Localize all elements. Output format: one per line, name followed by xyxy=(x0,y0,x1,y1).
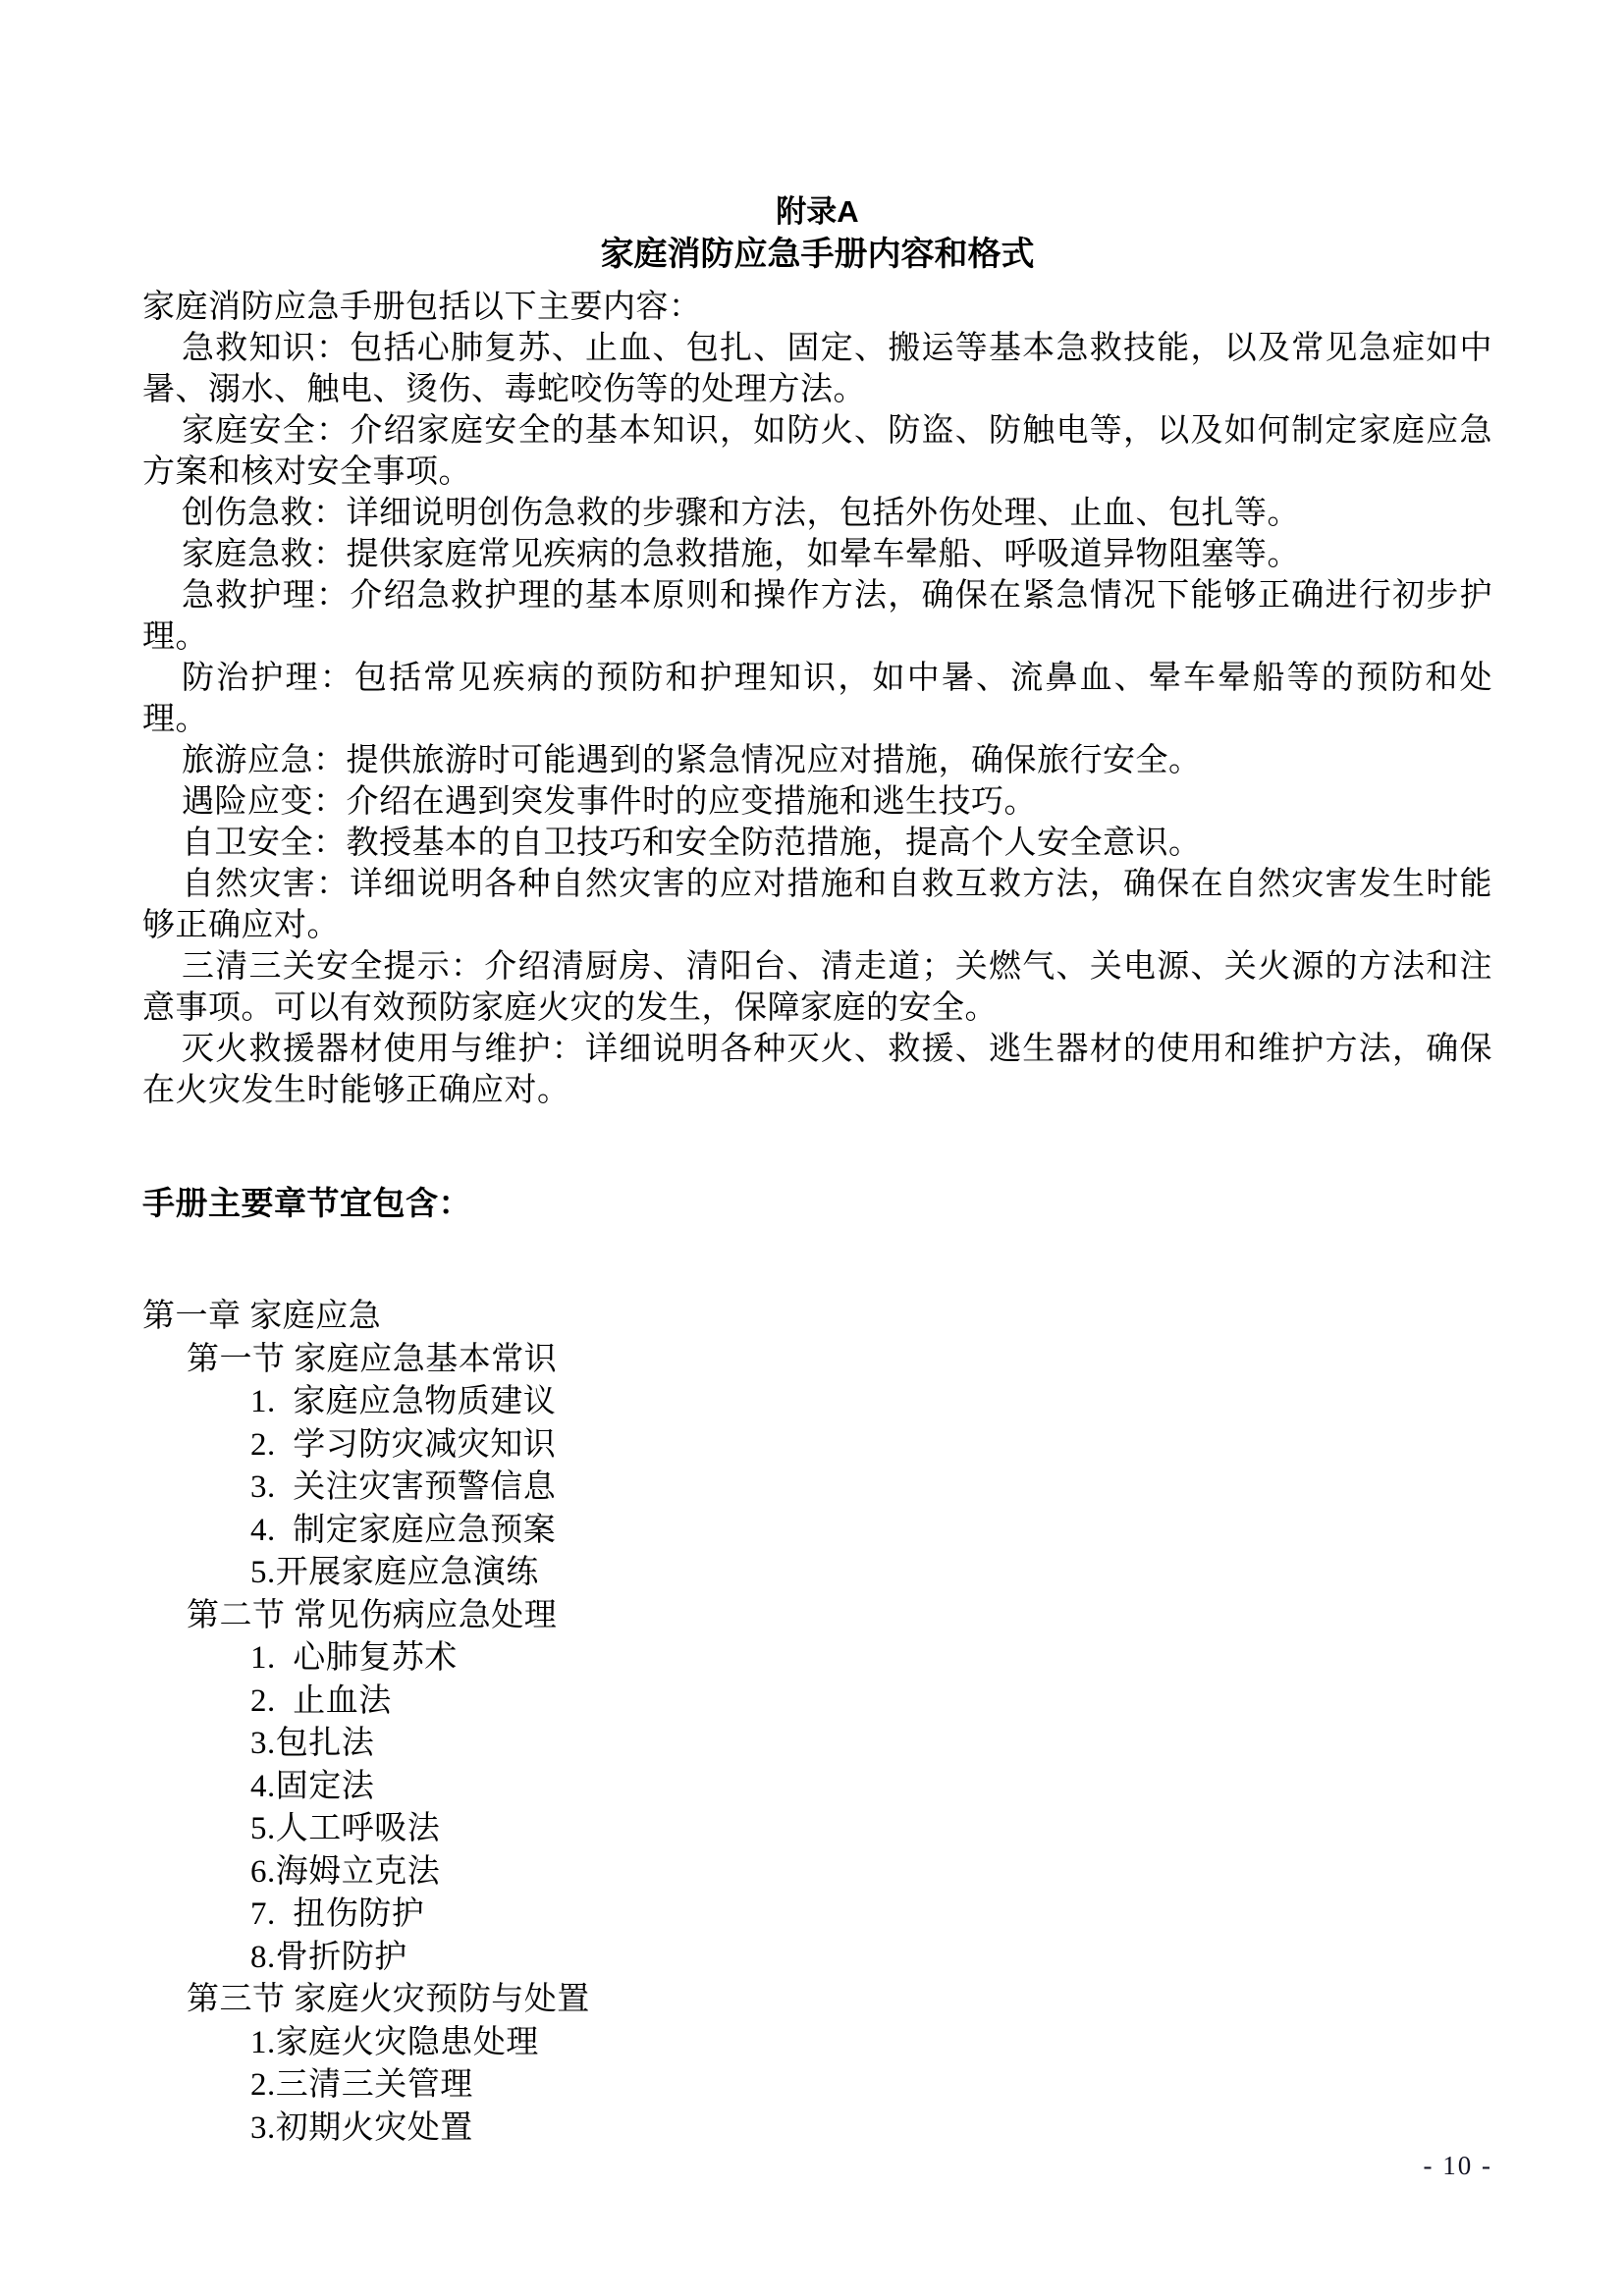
paragraph-equipment-use-maintenance: 灭火救援器材使用与维护：详细说明各种灭火、救援、逃生器材的使用和维护方法，确保在火灾发生时能够正确应对。 xyxy=(142,1032,1492,1108)
appendix-label: 附录A xyxy=(776,194,859,229)
paragraph-family-first-aid: 家庭急救：提供家庭常见疾病的急救措施，如晕车晕船、呼吸道异物阻塞等。 xyxy=(182,537,1300,572)
page-number: - 10 - xyxy=(1423,2151,1492,2180)
outline-item: 3.初期火灾处置 xyxy=(250,2109,473,2146)
document-title: 家庭消防应急手册内容和格式 xyxy=(600,236,1035,273)
paragraph-first-aid-knowledge: 急救知识：包括心肺复苏、止血、包扎、固定、搬运等基本急救技能，以及常见急症如中暑、溺水、触电、烫伤、毒蛇咬伤等的处理方法。 xyxy=(142,331,1492,407)
outline-item: 6.海姆立克法 xyxy=(250,1853,441,1890)
outline-item: 5.开展家庭应急演练 xyxy=(250,1555,539,1590)
outline-item: 1. 心肺复苏术 xyxy=(250,1640,458,1676)
paragraph-natural-disaster: 自然灾害：详细说明各种自然灾害的应对措施和自救互救方法，确保在自然灾害发生时能够正确应对。 xyxy=(142,867,1492,943)
paragraph-prevention-care: 防治护理：包括常见疾病的预防和护理知识，如中暑、流鼻血、晕车晕船等的预防和处理。 xyxy=(142,661,1492,737)
intro-paragraph: 家庭消防应急手册包括以下主要内容： xyxy=(142,290,702,325)
paragraph-trauma-first-aid: 创伤急救：详细说明创伤急救的步骤和方法，包括外伤处理、止血、包扎等。 xyxy=(182,496,1300,531)
outline-item: 8.骨折防护 xyxy=(250,1939,407,1975)
paragraph-travel-emergency: 旅游应急：提供旅游时可能遇到的紧急情况应对措施，确保旅行安全。 xyxy=(182,743,1202,778)
outline-chapter-1: 第一章 家庭应急 xyxy=(142,1299,382,1334)
outline-item: 2. 学习防灾减灾知识 xyxy=(250,1426,557,1463)
outline-section-1-2: 第二节 常见伤病应急处理 xyxy=(187,1597,558,1633)
outline-section-1-1: 第一节 家庭应急基本常识 xyxy=(187,1341,558,1377)
paragraph-home-safety: 家庭安全：介绍家庭安全的基本知识，如防火、防盗、防触电等，以及如何制定家庭应急方案和核对安全事项。 xyxy=(142,413,1492,490)
paragraph-self-defense: 自卫安全：教授基本的自卫技巧和安全防范措施，提高个人安全意识。 xyxy=(182,826,1202,861)
paragraph-first-aid-care: 急救护理：介绍急救护理的基本原则和操作方法，确保在紧急情况下能够正确进行初步护理。 xyxy=(142,578,1492,655)
outline-item: 1.家庭火灾隐患处理 xyxy=(250,2024,539,2060)
chapter-outline xyxy=(142,1296,1492,2150)
outline-item: 7. 扭伤防护 xyxy=(250,1896,425,1932)
paragraph-danger-response: 遇险应变：介绍在遇到突发事件时的应变措施和逃生技巧。 xyxy=(182,784,1037,820)
outline-item: 4. 制定家庭应急预案 xyxy=(250,1512,557,1548)
outline-item: 3. 关注灾害预警信息 xyxy=(250,1469,557,1505)
outline-item: 3.包扎法 xyxy=(250,1726,375,1761)
paragraph-three-clear-three-off: 三清三关安全提示：介绍清厨房、清阳台、清走道；关燃气、关电源、关火源的方法和注意事项。可以有效预防家庭火灾的发生，保障家庭的安全。 xyxy=(142,949,1492,1026)
outline-item: 2. 止血法 xyxy=(250,1682,392,1719)
section-heading: 手册主要章节宜包含： xyxy=(142,1187,471,1222)
outline-item: 2.三清三关管理 xyxy=(250,2067,473,2103)
outline-item: 5.人工呼吸法 xyxy=(250,1811,441,1846)
outline-section-1-3: 第三节 家庭火灾预防与处置 xyxy=(187,1982,590,2017)
page-content xyxy=(142,192,1492,2150)
outline-item: 4.固定法 xyxy=(250,1768,375,1804)
outline-item: 1. 家庭应急物质建议 xyxy=(250,1384,557,1419)
